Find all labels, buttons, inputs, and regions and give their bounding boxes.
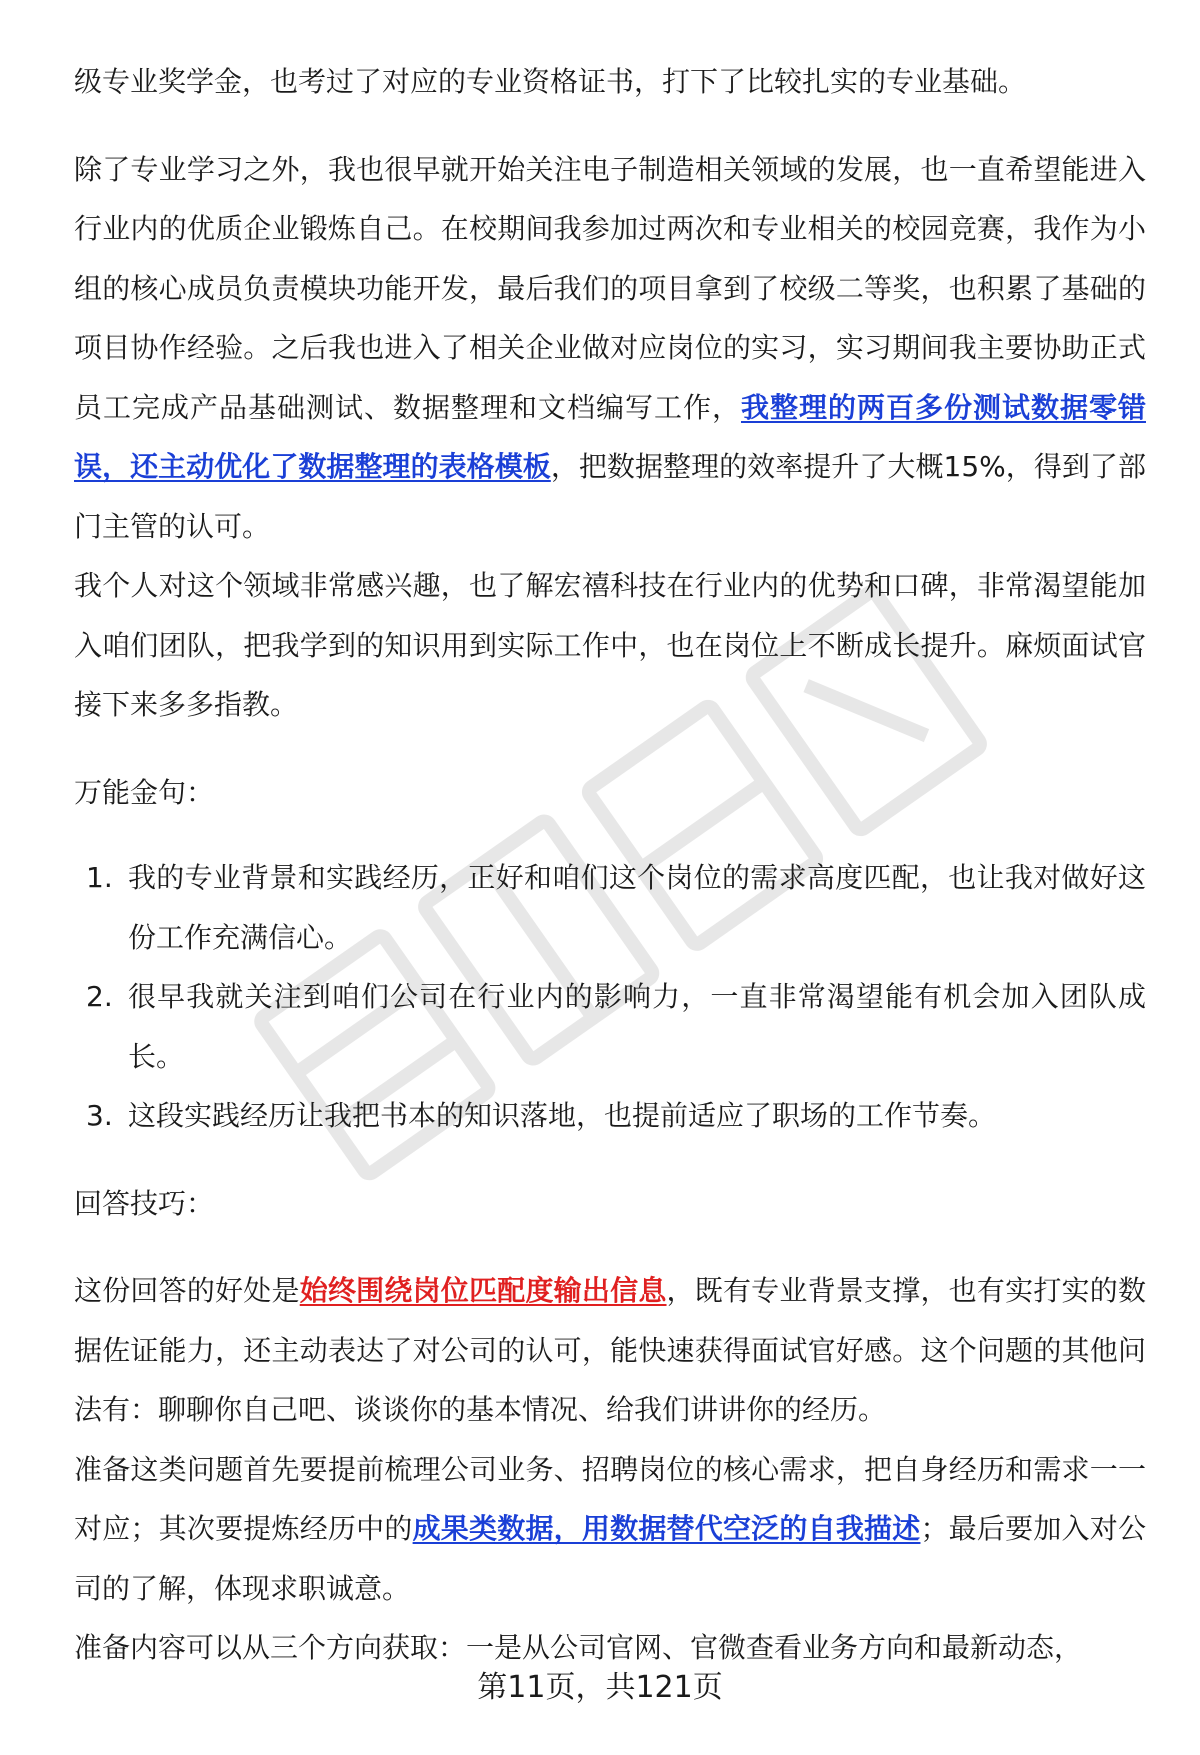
- list-item-number: 1.: [86, 861, 113, 894]
- highlight-data-result: 我整理的两百多份测试数据零错误，还主动优化了数据整理的表格模板: [74, 390, 1146, 483]
- paragraph-tips-sources: 准备内容可以从三个方向获取：一是从公司官网、官微查看业务方向和最新动态，: [74, 1631, 1083, 1664]
- list-item: [74, 1086, 1146, 1146]
- paragraph-tips-benefit-tail: ，既有专业背景支撑，也有实打实的数据佐证能力，还主动表达了对公司的认可，能快速获得面试官好感。这个问题的其他问法有：聊聊你自己吧、谈谈你的基本情况、给我们讲讲你的经历。: [74, 1274, 1146, 1426]
- paragraph-intro-end: 级专业奖学金，也考过了对应的专业资格证书，打下了比较扎实的专业基础。: [74, 65, 1027, 98]
- list-item-number: 3.: [86, 1099, 113, 1132]
- paragraph-experience: [74, 140, 1146, 557]
- paragraph-tips-benefit-text: 这份回答的好处是: [74, 1274, 300, 1307]
- list-item: [74, 967, 1146, 1086]
- list-item-number: 2.: [86, 980, 113, 1013]
- list-item: [74, 848, 1146, 967]
- golden-sentences-list: [74, 848, 1146, 1146]
- paragraph-tips-prepare-tail: ；最后要加入对公司的了解，体现求职诚意。: [74, 1512, 1146, 1605]
- page-number-footer: 第11页，共121页: [477, 1670, 723, 1705]
- highlight-position-match: 始终围绕岗位匹配度输出信息: [299, 1274, 667, 1307]
- list-item-text: 我的专业背景和实践经历，正好和咱们这个岗位的需求高度匹配，也让我对做好这份工作充满信心。: [128, 861, 1146, 954]
- list-item-text: 很早我就关注到咱们公司在行业内的影响力，一直非常渴望能有机会加入团队成长。: [128, 980, 1146, 1073]
- list-item-text: 这段实践经历让我把书本的知识落地，也提前适应了职场的工作节奏。: [128, 1099, 997, 1132]
- paragraph-tips-prepare-text: 准备这类问题首先要提前梳理公司业务、招聘岗位的核心需求，把自身经历和需求一一对应；其次要提炼经历中的: [74, 1452, 1146, 1545]
- paragraph-tips-benefit: [74, 1261, 1146, 1440]
- paragraph-motivation: 我个人对这个领域非常感兴趣，也了解宏禧科技在行业内的优势和口碑，非常渴望能加入咱们团队，把我学到的知识用到实际工作中，也在岗位上不断成长提升。麻烦面试官接下来多多指教。: [74, 569, 1146, 721]
- highlight-result-data: 成果类数据，用数据替代空泛的自我描述: [412, 1512, 921, 1545]
- golden-sentences-heading: 万能金句：: [74, 775, 215, 809]
- document-body: [74, 52, 1146, 1678]
- paragraph-experience-text: 除了专业学习之外，我也很早就开始关注电子制造相关领域的发展，也一直希望能进入行业内的优质企业锻炼自己。在校期间我参加过两次和专业相关的校园竞赛，我作为小组的核心成员负责模块功能开发，最后我们的项目拿到了校级二等奖，也积累了基础的项目协作经验。之后我也进入了相关企业做对应岗位的实习，实习期间我主要协助正式员工完成产品基础测试、数据整理和文档编写工作，: [74, 152, 1146, 424]
- paragraph-tips-prepare: [74, 1440, 1146, 1619]
- paragraph-experience-tail: ，把数据整理的效率提升了大概15%，得到了部门主管的认可。: [74, 450, 1146, 543]
- tips-heading: 回答技巧：: [74, 1186, 215, 1220]
